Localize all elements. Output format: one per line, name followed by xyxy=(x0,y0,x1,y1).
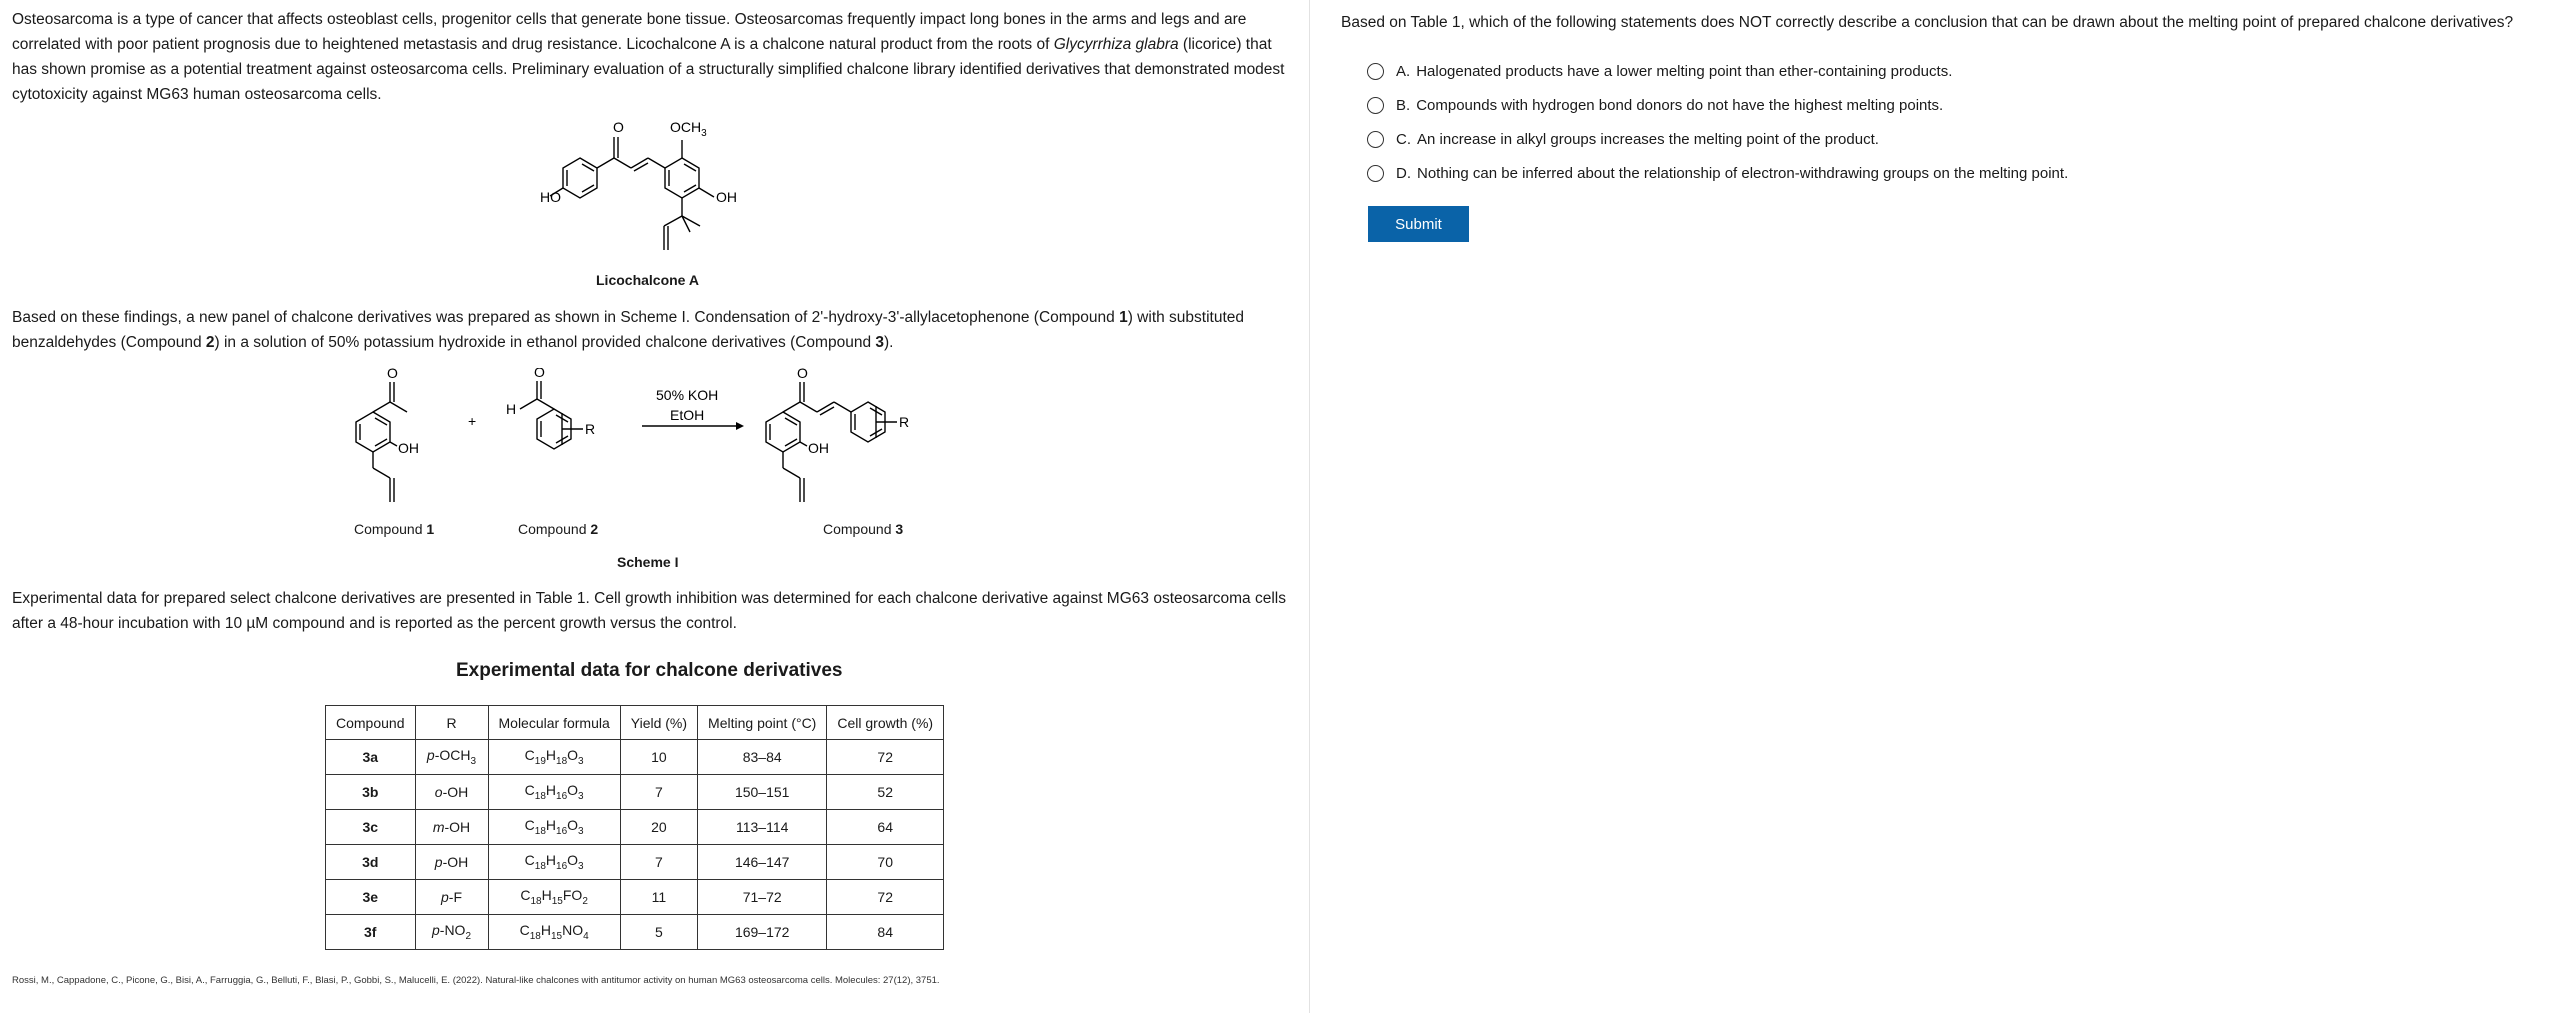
table-row xyxy=(326,810,944,845)
cell-r: p-F xyxy=(415,880,488,915)
table-header-row xyxy=(326,706,944,740)
cell-compound: 3c xyxy=(326,810,416,845)
formula-element: H xyxy=(545,817,557,834)
formula-element: C xyxy=(520,887,531,904)
table-row xyxy=(326,845,944,880)
formula-element: C xyxy=(519,922,530,939)
formula-subscript: 18 xyxy=(534,860,546,872)
table-row xyxy=(326,740,944,775)
cell-compound: 3d xyxy=(326,845,416,880)
cell-r: m-OH xyxy=(415,810,488,845)
formula-subscript: 15 xyxy=(550,930,563,942)
c1-o-label: O xyxy=(387,368,398,381)
cell-growth: 52 xyxy=(827,775,944,810)
cell-growth: 72 xyxy=(827,740,944,775)
passage-text: Based on these findings, a new panel of chalcone derivatives was prepared as shown in Scheme I. Condensation of 2'-hydroxy-3'-allylacetophenone (Compound xyxy=(12,309,1120,326)
formula-element: C xyxy=(524,817,535,834)
scheme-i-reaction xyxy=(340,368,980,518)
header-formula: Molecular formula xyxy=(488,706,620,740)
question-pane xyxy=(1311,0,2570,1013)
formula-subscript: 16 xyxy=(556,825,568,837)
cell-compound: 3e xyxy=(326,880,416,915)
formula-subscript: 18 xyxy=(530,895,542,907)
passage-paragraph-2 xyxy=(12,305,1292,355)
formula-subscript: 16 xyxy=(556,790,568,802)
submit-button[interactable]: Submit xyxy=(1368,206,1469,242)
cell-yield: 10 xyxy=(620,740,697,775)
formula-subscript: 2 xyxy=(582,895,588,907)
radio-button[interactable] xyxy=(1367,97,1384,114)
table-row xyxy=(326,775,944,810)
cell-growth: 64 xyxy=(827,810,944,845)
cell-formula xyxy=(488,810,620,845)
data-table xyxy=(325,705,944,950)
header-compound: Compound xyxy=(326,706,416,740)
formula-subscript: 4 xyxy=(583,930,589,942)
c1-oh-label: OH xyxy=(398,440,419,456)
cell-compound: 3f xyxy=(326,915,416,950)
cell-melting-point: 71–72 xyxy=(698,880,827,915)
plus-sign: + xyxy=(468,413,477,429)
passage-text: (licorice) that has shown promise as a potential treatment against osteosarcoma cells. Preliminary evaluation of a structurally simplified chalcone library identified derivatives that demonstrated modest cytotoxicity against MG63 human osteosarcoma cells. xyxy=(12,36,1285,103)
table-body xyxy=(326,740,944,950)
oh-label: OH xyxy=(716,189,737,205)
compound-3-label: Compound 3 xyxy=(823,521,904,537)
compound-1-label: Compound 1 xyxy=(354,521,435,537)
choice-letter: A. xyxy=(1396,62,1411,80)
formula-subscript: 3 xyxy=(578,825,584,837)
cell-compound: 3b xyxy=(326,775,416,810)
formula-subscript: 3 xyxy=(578,790,584,802)
formula-subscript: 3 xyxy=(578,755,584,767)
cell-formula xyxy=(488,915,620,950)
c2-r-label: R xyxy=(585,421,596,437)
cell-growth: 72 xyxy=(827,880,944,915)
passage-text: ) with substituted benzaldehydes (Compound xyxy=(12,309,1245,351)
formula-element: O xyxy=(567,747,579,764)
radio-button[interactable] xyxy=(1367,165,1384,182)
choice-letter: C. xyxy=(1396,130,1411,148)
formula-subscript: 18 xyxy=(556,755,568,767)
compound-ref: 1 xyxy=(1119,309,1128,326)
choice-d[interactable] xyxy=(1367,156,2068,190)
compound-2-label: Compound 2 xyxy=(518,521,599,537)
cell-yield: 11 xyxy=(620,880,697,915)
choice-letter: D. xyxy=(1396,164,1411,182)
c2-o-label: O xyxy=(534,368,545,380)
formula-subscript: 18 xyxy=(529,930,541,942)
formula-element: O xyxy=(567,817,579,834)
choice-text: An increase in alkyl groups increases the melting point of the product. xyxy=(1417,130,1879,148)
cell-r: $p-NO_2$ xyxy=(415,915,488,950)
scheme-i-label: Scheme I xyxy=(617,554,679,570)
choice-a[interactable] xyxy=(1367,54,2068,88)
reagent-koh: 50% KOH xyxy=(656,387,719,403)
formula-element: C xyxy=(524,747,535,764)
formula-subscript: 18 xyxy=(534,790,546,802)
cell-formula xyxy=(488,880,620,915)
formula-element: H xyxy=(545,782,557,799)
compound-ref: 2 xyxy=(205,334,215,351)
c2-h-label: H xyxy=(506,401,517,417)
passage-paragraph-3: Experimental data for prepared select chalcone derivatives are presented in Table 1. Cell growth inhibition was determined for each chalcone derivative against MG63 osteosarcoma cells after a 48-hour incubation with 10 µM compound and is reported as the percent growth versus the control. xyxy=(12,590,1286,632)
header-r: R xyxy=(415,706,488,740)
choice-letter: B. xyxy=(1396,96,1411,114)
passage-text: ). xyxy=(884,334,894,351)
answer-choices xyxy=(1367,54,2068,190)
formula-subscript: 15 xyxy=(551,895,563,907)
formula-element: C xyxy=(524,782,535,799)
table-row xyxy=(326,915,944,950)
formula-element: H xyxy=(545,747,557,764)
carbonyl-o-label: O xyxy=(613,119,624,135)
header-cell-growth: Cell growth (%) xyxy=(827,706,944,740)
choice-text: Compounds with hydrogen bond donors do not have the highest melting points. xyxy=(1416,96,1944,114)
formula-subscript: 16 xyxy=(556,860,568,872)
cell-yield: 7 xyxy=(620,845,697,880)
reagent-etoh: EtOH xyxy=(670,407,705,423)
species-name: Glycyrrhiza glabra xyxy=(1053,36,1179,53)
passage-paragraph-1 xyxy=(12,7,1292,107)
cell-r: $p-OCH_3$ xyxy=(415,740,488,775)
choice-text: Nothing can be inferred about the relationship of electron-withdrawing groups on the melting point. xyxy=(1417,164,2069,182)
passage-text: ) in a solution of 50% potassium hydroxide in ethanol provided chalcone derivatives (Compound xyxy=(214,334,876,351)
cell-melting-point: 146–147 xyxy=(698,845,827,880)
radio-button[interactable] xyxy=(1367,63,1384,80)
cell-melting-point: 150–151 xyxy=(698,775,827,810)
cell-growth: 84 xyxy=(827,915,944,950)
cell-growth: 70 xyxy=(827,845,944,880)
cell-melting-point: 113–114 xyxy=(698,810,827,845)
question-stem: Based on Table 1, which of the following statements does NOT correctly describe a conclusion that can be drawn about the melting point of prepared chalcone derivatives? xyxy=(1341,14,2514,31)
choice-c[interactable] xyxy=(1367,122,2068,156)
cell-formula xyxy=(488,775,620,810)
ho-label: HO xyxy=(540,189,561,205)
och3-label: $OCH_3$ xyxy=(670,119,707,139)
cell-r: p-OH xyxy=(415,845,488,880)
c3-r-label: R xyxy=(899,414,910,430)
table-row xyxy=(326,880,944,915)
formula-subscript: 18 xyxy=(534,825,546,837)
cell-formula xyxy=(488,845,620,880)
licochalcone-a-structure xyxy=(520,112,810,272)
passage-text: Osteosarcoma is a type of cancer that affects osteoblast cells, progenitor cells that generate bone tissue. Osteosarcomas frequently impact long bones in the arms and legs and are correlated with poor patient prognosis due to heightened metastasis and drug resistance. Licochalcone A is a chalcone natural product from the roots of xyxy=(12,11,1247,53)
cell-yield: 20 xyxy=(620,810,697,845)
cell-formula xyxy=(488,740,620,775)
cell-melting-point: 169–172 xyxy=(698,915,827,950)
formula-element: H xyxy=(545,852,557,869)
formula-subscript: 19 xyxy=(534,755,546,767)
choice-text: Halogenated products have a lower melting point than ether-containing products. xyxy=(1416,62,1953,80)
c3-o-label: O xyxy=(797,368,808,381)
radio-button[interactable] xyxy=(1367,131,1384,148)
cell-melting-point: 83–84 xyxy=(698,740,827,775)
cell-r: o-OH xyxy=(415,775,488,810)
formula-element: H xyxy=(540,922,551,939)
formula-element: NO xyxy=(562,922,584,939)
formula-element: O xyxy=(567,852,579,869)
choice-b[interactable] xyxy=(1367,88,2068,122)
header-yield: Yield (%) xyxy=(620,706,697,740)
header-melting-point: Melting point (°C) xyxy=(698,706,827,740)
citation: Rossi, M., Cappadone, C., Picone, G., Bisi, A., Farruggia, G., Belluti, F., Blasi, P., Gobbi, S., Malucelli, E. (2022). Natural-like chalcones with antitumor activity on human MG63 osteosarcoma cells. Molecules: 27(12), 3751. xyxy=(12,975,940,986)
cell-yield: 7 xyxy=(620,775,697,810)
formula-subscript: 3 xyxy=(578,860,584,872)
c3-oh-label: OH xyxy=(808,440,829,456)
formula-element: C xyxy=(524,852,535,869)
formula-element: O xyxy=(567,782,579,799)
compound-ref: 3 xyxy=(875,334,884,351)
licochalcone-a-label: Licochalcone A xyxy=(596,272,699,288)
formula-element: H xyxy=(541,887,552,904)
cell-compound: 3a xyxy=(326,740,416,775)
table-title: Experimental data for chalcone derivatives xyxy=(456,660,843,681)
formula-element: FO xyxy=(562,887,583,904)
cell-yield: 5 xyxy=(620,915,697,950)
